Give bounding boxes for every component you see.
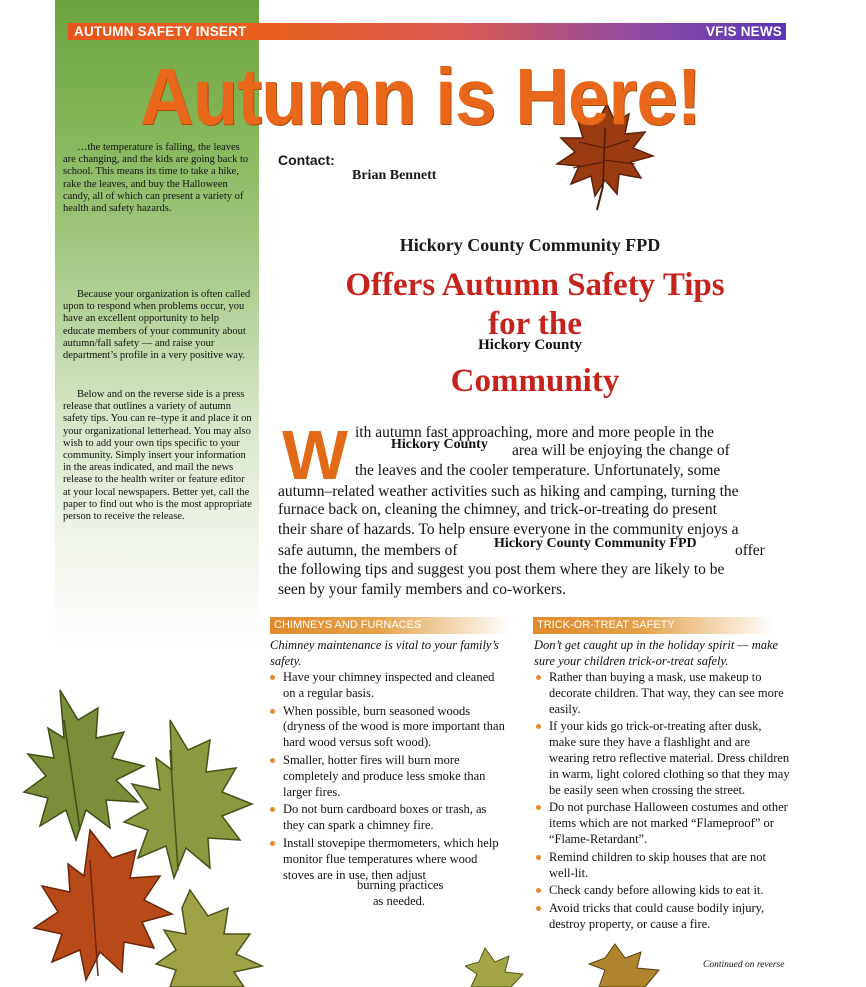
list-item: Do not burn cardboard boxes or trash, as they can spark a chimney fire.: [269, 802, 507, 834]
chimneys-tail-1: burning practices: [357, 878, 444, 892]
autumn-leaves-image: [20, 680, 305, 987]
chimneys-tail-2: as needed.: [373, 894, 426, 908]
list-item: Install stovepipe thermometers, which help monitor flue temperatures where wood stoves are in use, then adjust: [269, 836, 507, 883]
bullet-icon: [536, 805, 541, 810]
body-line-8: the following tips and suggest you post them where they are likely to be: [278, 561, 725, 578]
sidebar-intro-paragraph: [63, 142, 253, 215]
body-line-4: autumn–related weather activities such as hiking and camping, turning the: [278, 483, 739, 500]
organization-name: Hickory County Community FPD: [399, 235, 661, 255]
bullet-icon: [536, 855, 541, 860]
contact-label: Contact:: [278, 152, 335, 168]
header-bar: [68, 23, 786, 40]
sidebar-paragraph-2: [63, 289, 253, 362]
trick-or-treat-tips-list: [535, 670, 791, 935]
body-line-6: their share of hazards. To help ensure everyone in the community enjoys a: [278, 521, 739, 538]
sidebar-paragraph-3: [63, 389, 253, 523]
chimneys-intro: Chimney maintenance is vital to your family’s safety.: [270, 638, 499, 668]
press-title-line-1: Offers Autumn Safety Tips: [345, 267, 725, 303]
body-line-2: area will be enjoying the change of: [512, 442, 730, 459]
chimneys-heading: CHIMNEYS AND FURNACES: [270, 617, 510, 634]
contact-name: Brian Bennett: [352, 168, 437, 183]
bullet-icon: [536, 906, 541, 911]
press-title-line-2: for the: [488, 306, 582, 342]
sidebar-para-1: …the temperature is falling, the leaves are changing, and the kids are going back to school. This means its time to take a hike, rake the leaves, and buy the Halloween candy, all of which can present a variety of health and safety hazards.: [63, 142, 249, 215]
sidebar-para-3: Below and on the reverse side is a press release that outlines a variety of autumn safety tips. You can re–type it and place it on your organizational letterhead. You may also wish to add your own tips specific to your community. Simply insert your information in the areas indicated, and mail the news release to the health writer or feature editor at your local newspapers. Better yet, call the paper to find out who is the most appropriate person to receive the release.: [63, 389, 252, 523]
bullet-icon: [536, 724, 541, 729]
continued-note: Continued on reverse: [703, 960, 785, 970]
list-item: Remind children to skip houses that are not well-lit.: [535, 850, 791, 882]
header-left-label: AUTUMN SAFETY INSERT: [74, 24, 247, 39]
list-item: When possible, burn seasoned woods (dryness of the wood is more important than hard wood versus soft wood).: [269, 704, 507, 751]
headline: Autumn is Here!: [140, 52, 701, 141]
body-line-1: ith autumn fast approaching, more and more people in the: [355, 424, 714, 441]
trick-or-treat-heading: TRICK-OR-TREAT SAFETY: [533, 617, 773, 634]
list-item: Check candy before allowing kids to eat it.: [535, 883, 791, 899]
body-line-7: safe autumn, the members of: [278, 542, 458, 559]
list-item: Have your chimney inspected and cleaned on a regular basis.: [269, 670, 507, 702]
body-line-3: the leaves and the cooler temperature. Unfortunately, some: [355, 462, 721, 479]
trick-or-treat-intro: Don’t get caught up in the holiday spirit — make sure your children trick-or-treat safely.: [534, 638, 779, 668]
press-title-line-3: Community: [450, 363, 620, 399]
list-item: Do not purchase Halloween costumes and other items which are not marked “Flameproof” or “Flame-Retardant”.: [535, 800, 791, 847]
small-leaves-image: [465, 940, 685, 987]
sidebar-para-2: Because your organization is often called upon to respond when problems occur, you have an excellent opportunity to help educate members of your community about autumn/fall safety — and raise your department’s profile in a very positive way.: [63, 289, 251, 362]
body-fill-in-2: Hickory County Community FPD: [494, 536, 697, 551]
list-item: Smaller, hotter fires will burn more completely and produce less smoke than larger fires.: [269, 753, 507, 800]
body-line-9: seen by your family members and co-workers.: [278, 581, 566, 598]
body-fill-in-1: Hickory County: [391, 437, 488, 452]
bullet-icon: [536, 675, 541, 680]
press-title-fill-in: Hickory County: [478, 337, 582, 353]
header-right-label: VFIS NEWS: [705, 24, 782, 39]
body-line-5: furnace back on, cleaning the chimney, and trick-or-treating do present: [278, 501, 717, 518]
list-item: If your kids go trick-or-treating after dusk, make sure they have a flashlight and are wearing retro reflective material. Dress children in warm, light colored clothing so that they may be easily seen when crossing the street.: [535, 719, 791, 798]
drop-cap: W: [282, 416, 349, 494]
list-item: Rather than buying a mask, use makeup to decorate children. That way, they can see more easily.: [535, 670, 791, 717]
list-item: Avoid tricks that could cause bodily injury, destroy property, or cause a fire.: [535, 901, 791, 933]
bullet-icon: [536, 888, 541, 893]
body-line-7b: offer: [735, 542, 765, 559]
